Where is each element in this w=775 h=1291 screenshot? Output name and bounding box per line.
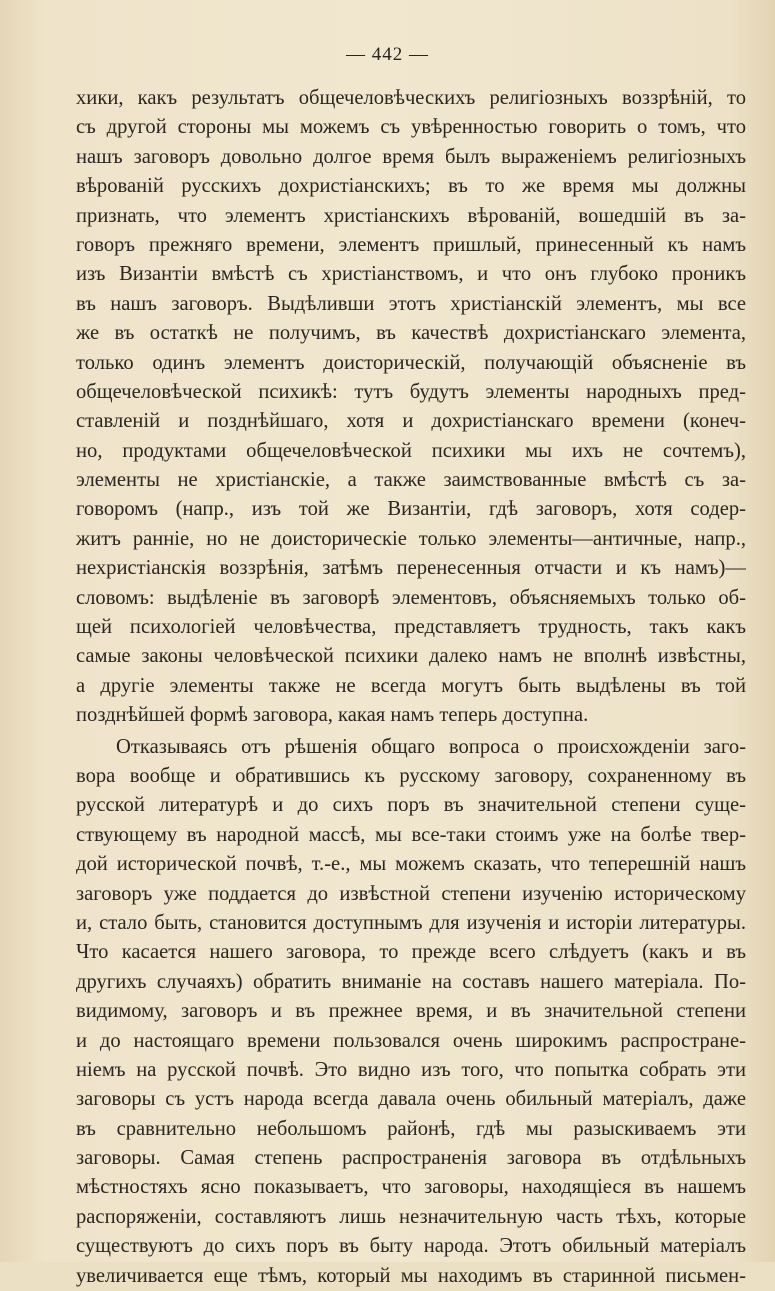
text-line: увеличивается еще тѣмъ, который мы находимъ въ старинной письмен- bbox=[76, 1264, 746, 1287]
text-line: заговоры съ устъ народа всегда давала очень обильный матеріалъ, даже bbox=[76, 1088, 746, 1111]
text-line: и, стало быть, становится доступнымъ для изученія и исторіи литературы. bbox=[76, 911, 746, 934]
text-line: хики, какъ результатъ общечеловѣческихъ религіозныхъ воззрѣній, то bbox=[76, 87, 746, 109]
text-line: заговоры. Самая степень распространенія заговора въ отдѣльныхъ bbox=[76, 1147, 746, 1170]
text-line: существуютъ до сихъ поръ въ быту народа. Этотъ обильный матеріалъ bbox=[76, 1235, 746, 1258]
text-line: мѣстностяхъ ясно показываетъ, что заговоры, находящіеся въ нашемъ bbox=[76, 1176, 746, 1199]
text-line: ставленій и позднѣйшаго, хотя и дохристіанскаго времени (конеч- bbox=[76, 410, 746, 433]
text-line: нехристіанскія воззрѣнія, затѣмъ перенесенныя отчасти и къ намъ)— bbox=[76, 557, 746, 580]
text-line: видимому, заговоръ и въ прежнее время, и въ значительной степени bbox=[76, 1000, 746, 1023]
text-line: самые законы человѣческой психики далеко намъ не вполнѣ извѣстны, bbox=[76, 645, 746, 668]
text-line: въ сравнительно небольшомъ районѣ, гдѣ мы разыскиваемъ эти bbox=[76, 1117, 746, 1140]
text-line: а другіе элементы также не всегда могутъ быть выдѣлены въ той bbox=[76, 674, 746, 697]
text-line: позднѣйшей формѣ заговора, какая намъ теперь доступна. bbox=[76, 704, 589, 727]
text-line: вѣрованій русскихъ дохристіанскихъ; въ то же время мы должны bbox=[76, 175, 746, 198]
text-line: и до настоящаго времени пользовался очень широкимъ распростране- bbox=[76, 1029, 746, 1052]
text-line: общечеловѣческой психикѣ: тутъ будутъ элементы народныхъ пред- bbox=[76, 380, 746, 403]
text-line: русской литературѣ и до сихъ поръ въ значительной степени суще- bbox=[76, 794, 746, 817]
text-line: заговоръ уже поддается до извѣстной степени изученію историческому bbox=[76, 882, 746, 905]
text-line: распоряженіи, составляютъ лишь незначительную часть тѣхъ, которые bbox=[76, 1205, 746, 1228]
text-line: нашъ заговоръ довольно долгое время былъ выраженіемъ религіозныхъ bbox=[76, 145, 746, 168]
text-line: Отказываясь отъ рѣшенія общаго вопроса о происхожденіи заго- bbox=[116, 735, 746, 758]
body-text bbox=[76, 84, 746, 1291]
text-line: дой исторической почвѣ, т.-е., мы можемъ сказать, что теперешній нашъ bbox=[76, 853, 746, 876]
text-line: словомъ: выдѣленіе въ заговорѣ элементовъ, объясняемыхъ только об- bbox=[76, 586, 746, 609]
text-line: щей психологіей человѣчества, представляетъ трудность, такъ какъ bbox=[76, 616, 746, 639]
text-line: признать, что элементъ христіанскихъ вѣрованій, вошедшій въ за- bbox=[76, 204, 746, 227]
paragraph-2 bbox=[76, 733, 746, 1291]
text-line: изъ Византіи вмѣстѣ съ христіанствомъ, и что онъ глубоко проникъ bbox=[76, 263, 746, 286]
text-line: вора вообще и обратившись къ русскому заговору, сохраненному въ bbox=[76, 764, 746, 787]
text-line: съ другой стороны мы можемъ съ увѣренностью говорить о томъ, что bbox=[76, 116, 746, 139]
paragraph-1 bbox=[76, 84, 746, 731]
text-line: же въ остаткѣ не получимъ, въ качествѣ дохристіанскаго элемента, bbox=[76, 322, 746, 345]
text-line: но, продуктами общечеловѣческой психики мы ихъ не сочтемъ), bbox=[76, 439, 746, 462]
text-line: другихъ случаяхъ) обратить вниманіе на составъ нашего матеріала. По- bbox=[76, 970, 746, 993]
page-number: — 442 — bbox=[346, 44, 429, 65]
text-line: элементы не христіанскіе, а также заимствованные вмѣстѣ съ за- bbox=[76, 469, 746, 492]
text-line: ніемъ на русской почвѣ. Это видно изъ того, что попытка собрать эти bbox=[76, 1058, 746, 1081]
text-line: говоръ прежняго времени, элементъ пришлый, принесенный къ намъ bbox=[76, 233, 746, 256]
text-line: Что касается нашего заговора, то прежде всего слѣдуетъ (какъ и въ bbox=[76, 941, 746, 964]
text-line: ствующему въ народной массѣ, мы все-таки стоимъ уже на болѣе твер- bbox=[76, 823, 746, 846]
text-line: житъ ранніе, но не доисторическіе только элементы—античные, напр., bbox=[76, 527, 746, 550]
text-line: въ нашъ заговоръ. Выдѣливши этотъ христіанскій элементъ, мы все bbox=[76, 292, 746, 315]
text-line: говоромъ (напр., изъ той же Византіи, гдѣ заговоръ, хотя содер- bbox=[76, 498, 746, 521]
text-line: только одинъ элементъ доисторическій, получающій объясненіе въ bbox=[76, 351, 746, 374]
